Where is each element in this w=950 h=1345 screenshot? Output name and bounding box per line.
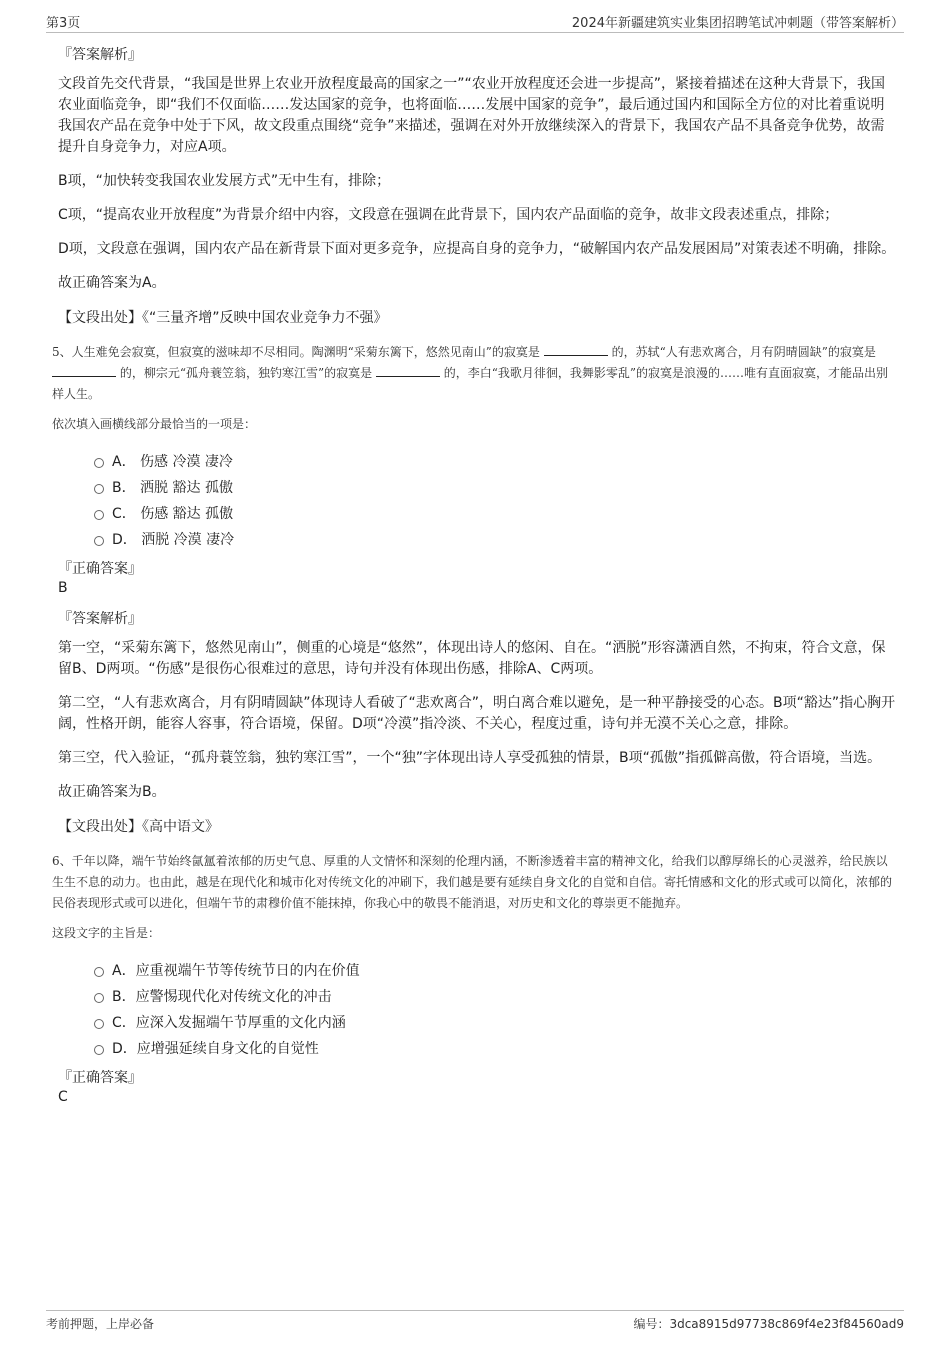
analysis-paragraph: 第一空，“采菊东篱下，悠然见南山”，侧重的心境是“悠然”，体现出诗人的悠闲、自在。“洒脱”形容潇洒自然，不拘束，符合文意，保留B、D两项。“伤感”是很伤心很难过的意思，诗句并没有体现出伤感，排除A、C两项。 (58, 640, 886, 677)
question-6-prompt: 这段文字的主旨是： (52, 926, 161, 940)
analysis-paragraph: C项，“提高农业开放程度”为背景介绍中内容，文段意在强调在此背景下，国内农产品面临的竞争，故非文段表述重点，排除； (58, 207, 839, 223)
question-5-options (94, 448, 896, 552)
analysis-paragraph: 文段首先交代背景，“我国是世界上农业开放程度最高的国家之一”“农业开放程度还会进一步提高”，紧接着描述在这种大背景下，我国农业面临竞争，即“我们不仅面临……发达国家的竞争，也将面临……发展中国家的竞争”，最后通过国内和国际全方位的对比着重说明我国农产品在竞争中处于下风，故文段重点围绕“竞争”来描述，强调在对外开放继续深入的背景下，我国农产品不具备竞争优势，故需提升自身竞争力，对应A项。 (58, 76, 886, 155)
document-id: 编号：3dca8915d97738c869f4e23f84560ad9 (633, 1317, 904, 1331)
question-6-options (94, 957, 896, 1061)
option-d[interactable]: D．应增强延续自身文化的自觉性 (94, 1035, 896, 1061)
correct-answer: B (58, 580, 68, 596)
footer-slogan: 考前押题，上岸必备 (46, 1317, 155, 1331)
document-body (52, 44, 896, 1117)
option-a[interactable]: A．应重视端午节等传统节日的内在价值 (94, 957, 896, 983)
radio-icon[interactable] (94, 536, 104, 546)
option-c[interactable]: C．应深入发掘端午节厚重的文化内涵 (94, 1009, 896, 1035)
source-citation: 【文段出处】《“三量齐增”反映中国农业竞争力不强》 (58, 310, 388, 326)
page-header (46, 10, 904, 33)
analysis-paragraph: B项，“加快转变我国农业发展方式”无中生有，排除； (58, 173, 391, 189)
fill-blank (544, 343, 608, 356)
radio-icon[interactable] (94, 510, 104, 520)
radio-icon[interactable] (94, 484, 104, 494)
fill-blank (52, 364, 116, 377)
radio-icon[interactable] (94, 458, 104, 468)
fill-blank (376, 364, 440, 377)
radio-icon[interactable] (94, 1019, 104, 1029)
option-a[interactable]: A． 伤感 冷漠 凄冷 (94, 448, 896, 474)
question-5-text: 5、人生难免会寂寞，但寂寞的滋味却不尽相同。陶渊明“采菊东篱下，悠然见南山”的寂寞是 的，苏轼“人有悲欢离合，月有阴晴圆缺”的寂寞是 的，柳宗元“孤舟蓑笠翁，独钓寒江雪”的寂寞是 的，李白“我歌月徘徊，我舞影零乱”的寂寞是浪漫的……唯有直面寂寞，才能品出别样人生。 (52, 345, 889, 401)
radio-icon[interactable] (94, 993, 104, 1003)
analysis-label: 『答案解析』 (58, 611, 142, 627)
analysis-paragraph: 第二空，“人有悲欢离合，月有阴晴圆缺”体现诗人看破了“悲欢离合”，明白离合难以避免，是一种平静接受的心态。B项“豁达”指心胸开阔，性格开朗，能容人容事，符合语境，保留。D项“冷漠”指冷淡、不关心，程度过重，诗句并无漠不关心之意，排除。 (58, 695, 896, 732)
question-5-prompt: 依次填入画横线部分最恰当的一项是： (52, 417, 257, 431)
page-footer (46, 1310, 904, 1337)
option-b[interactable]: B． 洒脱 豁达 孤傲 (94, 474, 896, 500)
document-title: 2024年新疆建筑实业集团招聘笔试冲刺题（带答案解析） (571, 16, 904, 31)
analysis-conclusion: 故正确答案为A。 (58, 275, 166, 291)
radio-icon[interactable] (94, 1045, 104, 1055)
correct-answer-label: 『正确答案』 (58, 561, 142, 577)
option-b[interactable]: B．应警惕现代化对传统文化的冲击 (94, 983, 896, 1009)
analysis-paragraph: 第三空，代入验证，“孤舟蓑笠翁，独钓寒江雪”，一个“独”字体现出诗人享受孤独的情景，B项“孤傲”指孤僻高傲，符合语境，当选。 (58, 750, 882, 766)
source-citation: 【文段出处】《高中语文》 (58, 819, 219, 835)
analysis-paragraph: D项，文段意在强调，国内农产品在新背景下面对更多竞争，应提高自身的竞争力，“破解国内农产品发展困局”对策表述不明确，排除。 (58, 241, 896, 257)
analysis-label: 『答案解析』 (58, 47, 142, 63)
correct-answer: C (58, 1089, 68, 1105)
radio-icon[interactable] (94, 967, 104, 977)
question-6-text: 6、千年以降，端午节始终氤氲着浓郁的历史气息、厚重的人文情怀和深刻的伦理内涵，不断渗透着丰富的精神文化，给我们以醇厚绵长的心灵滋养，给民族以生生不息的动力。也由此，越是在现代化和城市化对传统文化的冲刷下，我们越是要有延续自身文化的自觉和自信。寄托情感和文化的形式或可以简化，浓郁的民俗表现形式或可以进化，但端午节的肃穆价值不能抹掉，你我心中的敬畏不能消退，对历史和文化的尊崇更不能抛弃。 (52, 854, 893, 910)
page-number: 第3页 (46, 16, 81, 31)
analysis-conclusion: 故正确答案为B。 (58, 784, 166, 800)
option-d[interactable]: D． 洒脱 冷漠 凄冷 (94, 526, 896, 552)
option-c[interactable]: C． 伤感 豁达 孤傲 (94, 500, 896, 526)
correct-answer-label: 『正确答案』 (58, 1070, 142, 1086)
